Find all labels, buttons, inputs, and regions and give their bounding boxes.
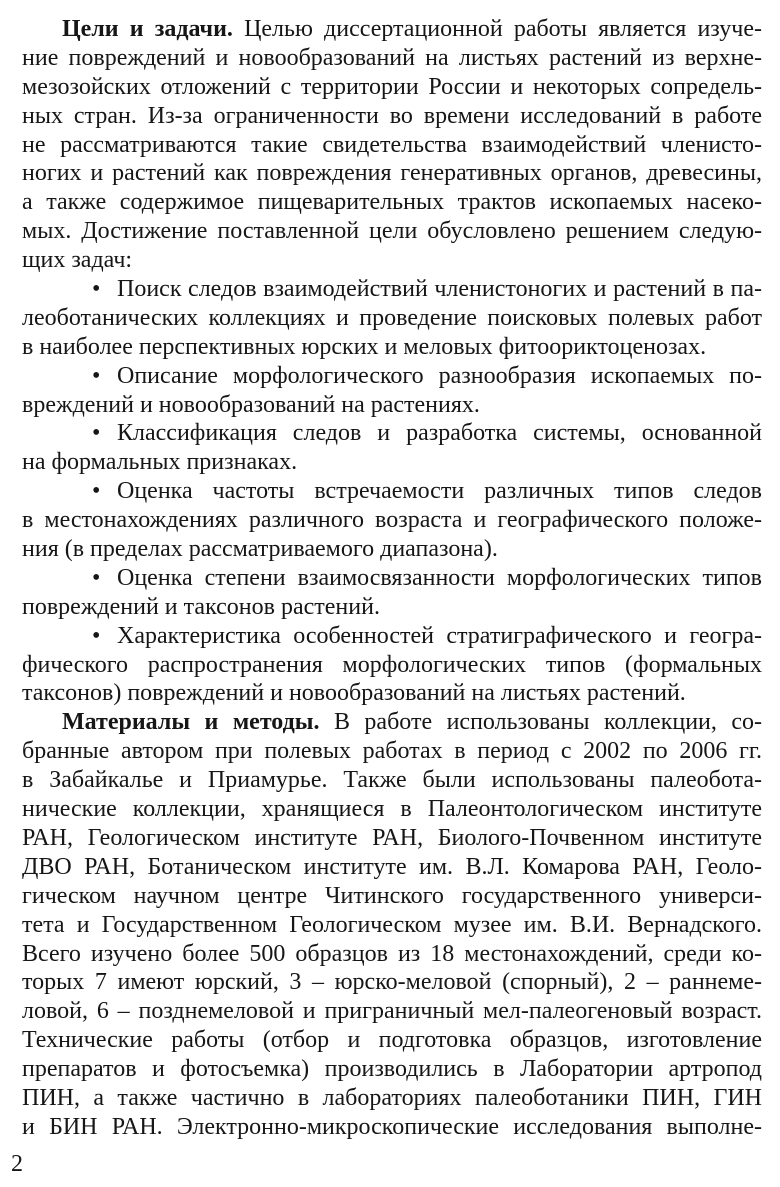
- text-line: ногих и растений как повреждения генеративных органов, древесины,: [22, 160, 762, 187]
- list-item: [22, 362, 762, 420]
- list-item: [22, 477, 762, 564]
- text-line: [22, 477, 762, 506]
- line-text: Оценка степени взаимосвязанности морфологических типов: [117, 564, 762, 591]
- task-list: [22, 275, 762, 708]
- text-line: ния (в пределах рассматриваемого диапазона).: [22, 536, 498, 563]
- section-heading: Цели и задачи.: [62, 16, 233, 42]
- text-line: в местонахождениях различного возраста и географического положе-: [22, 507, 762, 534]
- text-line: в наиболее перспективных юрских и меловых фитоориктоценозах.: [22, 333, 707, 360]
- text-line: ловой, 6 – позднемеловой и приграничный мел-палеогеновый возраст.: [22, 998, 762, 1025]
- list-item: [22, 564, 762, 622]
- text-line: повреждений и таксонов растений.: [22, 593, 380, 620]
- bullet-icon: •: [92, 420, 101, 447]
- text-line: и БИН РАН. Электронно-микроскопические исследования выполне-: [22, 1113, 762, 1140]
- text-line: таксонов) повреждений и новообразований на листьях растений.: [22, 680, 686, 707]
- text-line: [22, 419, 762, 448]
- section-heading: Материалы и методы.: [62, 709, 320, 736]
- text-line: щих задач:: [22, 247, 133, 274]
- bullet-icon: •: [92, 622, 101, 649]
- text-line: бранные автором при полевых работах в период с 2002 по 2006 гг.: [22, 738, 762, 765]
- text-line: леоботанических коллекциях и проведение поисковых полевых работ: [22, 304, 762, 331]
- text-line: [22, 708, 762, 737]
- line-text: Поиск следов взаимодействий членистоногих и растений в па-: [117, 276, 762, 303]
- list-item: [22, 419, 762, 477]
- body-text: [22, 15, 762, 1142]
- text-line: Технические работы (отбор и подготовка образцов, изготовление: [22, 1027, 762, 1054]
- text-line: [22, 15, 762, 44]
- bullet-icon: •: [92, 564, 101, 591]
- text-line: [22, 564, 762, 593]
- text-line: вреждений и новообразований на растениях.: [22, 391, 480, 418]
- goals-paragraph: [22, 15, 762, 275]
- list-item: [22, 275, 762, 362]
- text-line: торых 7 имеют юрский, 3 – юрско-меловой (спорный), 2 – раннеме-: [22, 969, 762, 996]
- text-line: тета и Государственном Геологическом музее им. В.И. Вернадского.: [22, 911, 762, 938]
- line-text: Целью диссертационной работы является изуче-: [232, 16, 762, 42]
- text-line: ных стран. Из-за ограниченности во времени исследований в работе: [22, 102, 762, 129]
- bullet-icon: •: [92, 362, 101, 389]
- text-line: в Забайкалье и Приамурье. Также были использованы палеобота-: [22, 767, 762, 794]
- text-line: [22, 622, 762, 651]
- text-line: на формальных признаках.: [22, 449, 298, 476]
- text-line: [22, 275, 762, 304]
- text-line: ДВО РАН, Ботаническом институте им. В.Л. Комарова РАН, Геоло-: [22, 853, 762, 880]
- text-line: ние повреждений и новообразований на листьях растений из верхне-: [22, 44, 762, 71]
- text-line: не рассматриваются такие свидетельства взаимодействий членисто-: [22, 131, 762, 158]
- text-line: Всего изучено более 500 образцов из 18 местонахождений, среди ко-: [22, 940, 762, 967]
- list-item: [22, 622, 762, 709]
- text-line: фического распространения морфологических типов (формальных: [22, 651, 762, 678]
- line-text: В работе использованы коллекции, со-: [319, 709, 762, 736]
- bullet-icon: •: [92, 276, 101, 303]
- line-text: Классификация следов и разработка системы, основанной: [117, 420, 762, 447]
- bullet-icon: •: [92, 478, 101, 505]
- text-line: гическом научном центре Читинского государственного универси-: [22, 882, 762, 909]
- text-line: ПИН, а также частично в лабораториях палеоботаники ПИН, ГИН: [22, 1084, 762, 1111]
- page-number: 2: [11, 1151, 23, 1177]
- text-line: мых. Достижение поставленной цели обусловлено решением следую-: [22, 218, 762, 245]
- materials-paragraph: [22, 708, 762, 1141]
- text-line: [22, 362, 762, 391]
- text-line: мезозойских отложений с территории России и некоторых сопредель-: [22, 73, 762, 100]
- line-text: Оценка частоты встречаемости различных типов следов: [117, 478, 762, 505]
- text-line: а также содержимое пищеварительных трактов ископаемых насеко-: [22, 189, 762, 216]
- text-line: РАН, Геологическом институте РАН, Биолого-Почвенном институте: [22, 824, 762, 851]
- line-text: Описание морфологического разнообразия ископаемых по-: [117, 362, 762, 389]
- text-line: нические коллекции, хранящиеся в Палеонтологическом институте: [22, 796, 762, 823]
- text-line: препаратов и фотосъемка) производились в Лаборатории артропод: [22, 1056, 762, 1083]
- line-text: Характеристика особенностей стратиграфического и геогра-: [117, 622, 762, 649]
